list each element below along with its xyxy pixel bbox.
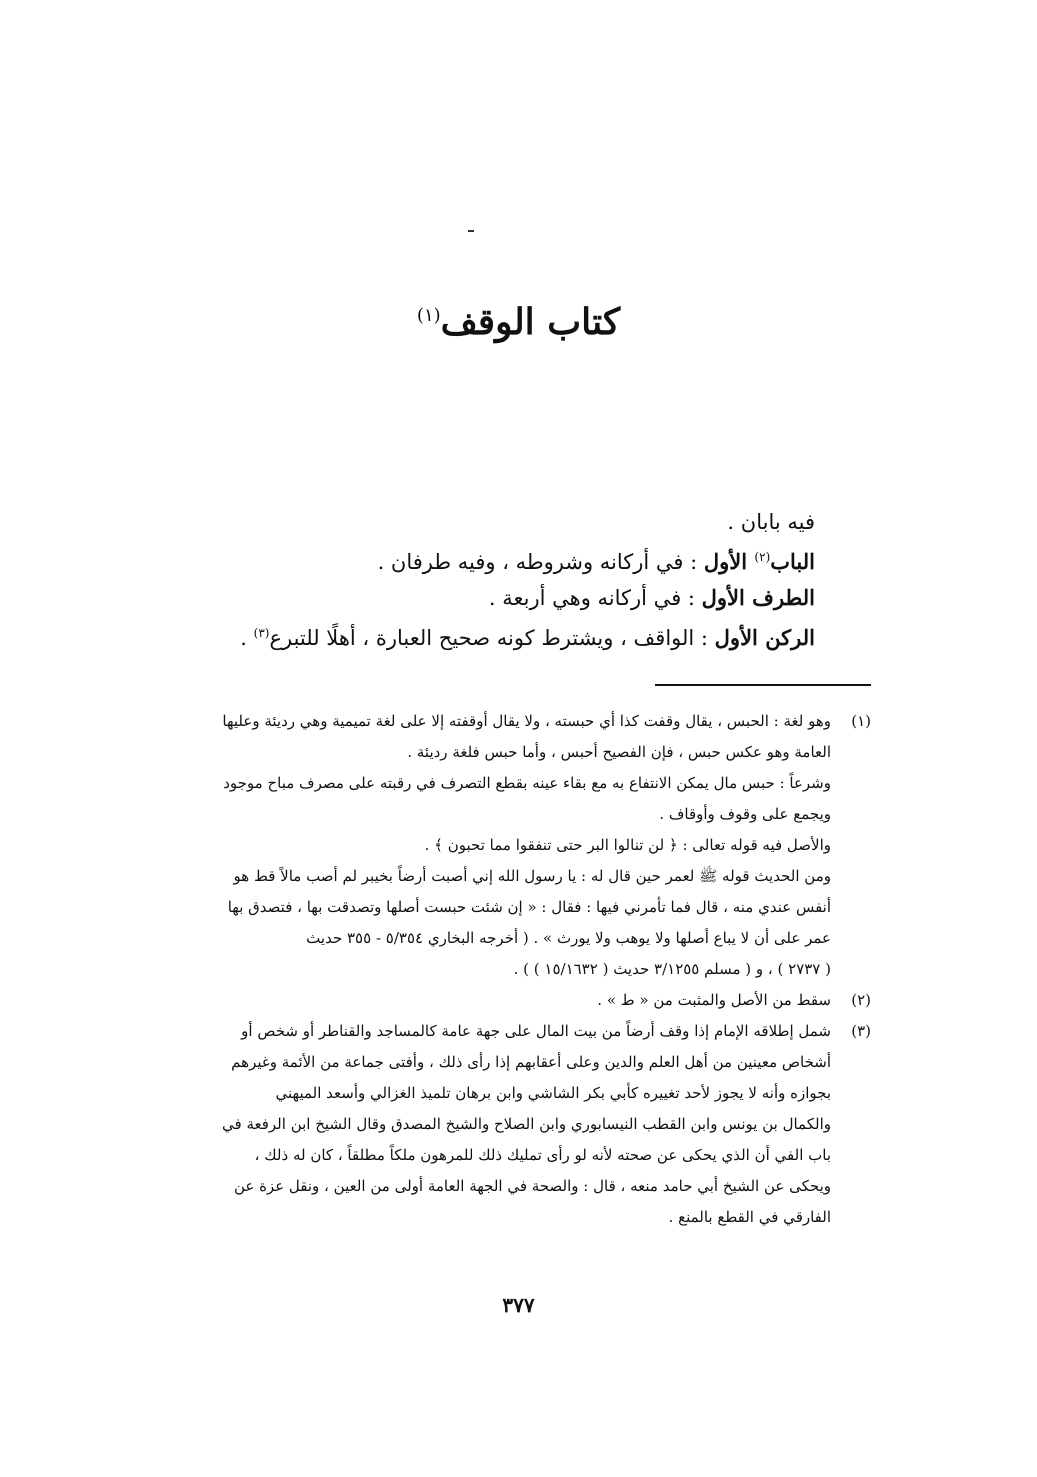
main-line-1-text: فيه بابان . <box>727 510 815 534</box>
main-line-4 <box>195 616 815 656</box>
footnote-line: أنفس عندي منه ، قال فما تأمرني فيها : فقال : « إن شئت حبست أصلها وتصدقت بها ، فتصدق بها <box>227 898 831 916</box>
chapter-title-text: كتاب الوقف <box>440 301 621 343</box>
footnote-line: الفارقي في القطع بالمنع . <box>668 1208 831 1226</box>
footnotes <box>167 706 871 1233</box>
footnote-number: (٣) <box>851 1022 871 1040</box>
footnote-line: وهو لغة : الحبس ، يقال وقفت كذا أي حبسته ، ولا يقال أوقفته إلا على لغة تميمية وهي رديئة وعليها <box>222 712 831 730</box>
main-line-4-end: . <box>240 626 254 650</box>
main-line-4-text: : الواقف ، ويشترط كونه صحيح العبارة ، أهلًا للتبرع <box>269 626 715 650</box>
ornament-dot <box>468 230 474 232</box>
footnote-3 <box>167 1016 871 1233</box>
footnote-line: سقط من الأصل والمثبت من « ط » . <box>597 991 831 1009</box>
main-line-2-heading-2: الأول <box>703 549 755 574</box>
footnote-line: ومن الحديث قوله ﷺ لعمر حين قال له : يا رسول الله إني أصبت أرضاً بخيبر لم أصب مالاً قط هو <box>233 867 831 885</box>
footnote-line: والكمال بن يونس وابن القطب النيسابوري وابن الصلاح والشيخ المصدق وقال الشيخ ابن الرفعة في <box>222 1115 831 1133</box>
footnote-line: أشخاص معينين من أهل العلم والدين وعلى أعقابهم إذا رأى ذلك ، وأفتى جماعة من الأئمة وغيرهم <box>231 1053 831 1071</box>
footnote-line: شمل إطلاقه الإمام إذا وقف أرضاً من بيت المال على جهة عامة كالمساجد والقناطر أو شخص أو <box>241 1022 831 1040</box>
main-text <box>195 505 815 656</box>
footnote-2 <box>167 985 871 1016</box>
footnote-line: والأصل فيه قوله تعالى : ﴿ لن تنالوا البر حتى تنفقوا مما تحبون ﴾ . <box>424 836 831 854</box>
main-line-2-heading: الباب <box>770 549 815 574</box>
footnote-line: العامة وهو عكس حبس ، فإن الفصيح أحبس ، وأما حبس فلغة رديئة . <box>407 743 831 761</box>
footnote-number: (١) <box>851 712 871 730</box>
main-line-3-text: : في أركانه وهي أربعة . <box>488 586 702 610</box>
main-line-1 <box>195 505 815 540</box>
footnote-line: ويحكى عن الشيخ أبي حامد منعه ، قال : والصحة في الجهة العامة أولى من العين ، ونقل عزة عن <box>233 1177 831 1195</box>
chapter-title-footnote-ref: (١) <box>416 305 441 326</box>
main-line-3-heading: الطرف الأول <box>701 585 815 610</box>
main-line-3 <box>195 580 815 616</box>
footnote-line: عمر على أن لا يباع أصلها ولا يوهب ولا يورث » . ( أخرجه البخاري ٥/٣٥٤ - ٣٥٥ حديث <box>306 929 831 947</box>
footnote-number: (٢) <box>851 991 871 1009</box>
footnote-line: وشرعاً : حبس مال يمكن الانتفاع به مع بقاء عينه بقطع التصرف في رقبته على مصرف مباح موجود <box>223 774 831 792</box>
main-line-4-footnote-ref: (٣) <box>253 626 270 640</box>
footnote-separator <box>655 684 871 686</box>
footnote-line: باب الفي أن الذي يحكى عن صحته لأنه لو رأى تمليك ذلك للمرهون ملكاً مطلقاً ، كان له ذلك ، <box>254 1146 831 1164</box>
chapter-title <box>0 292 1037 346</box>
footnote-line: ( ٢٧٣٧ ) ، و ( مسلم ٣/١٢٥٥ حديث ( ١٥/١٦٣٢ ) ) . <box>513 960 831 978</box>
footnote-line: ويجمع على وقوف وأوقاف . <box>659 805 831 823</box>
footnote-line: بجوازه وأنه لا يجوز لأحد تغييره كأبي بكر الشاشي وابن برهان تلميذ الغزالي وأسعد الميهني <box>275 1084 831 1102</box>
main-line-2-text: : في أركانه وشروطه ، وفيه طرفان . <box>377 550 704 574</box>
main-line-2-footnote-ref: (٢) <box>754 550 771 564</box>
main-line-4-heading: الركن الأول <box>714 625 815 650</box>
main-line-2 <box>195 540 815 580</box>
page-number: ٣٧٧ <box>502 1293 535 1317</box>
footnote-1 <box>167 706 871 985</box>
